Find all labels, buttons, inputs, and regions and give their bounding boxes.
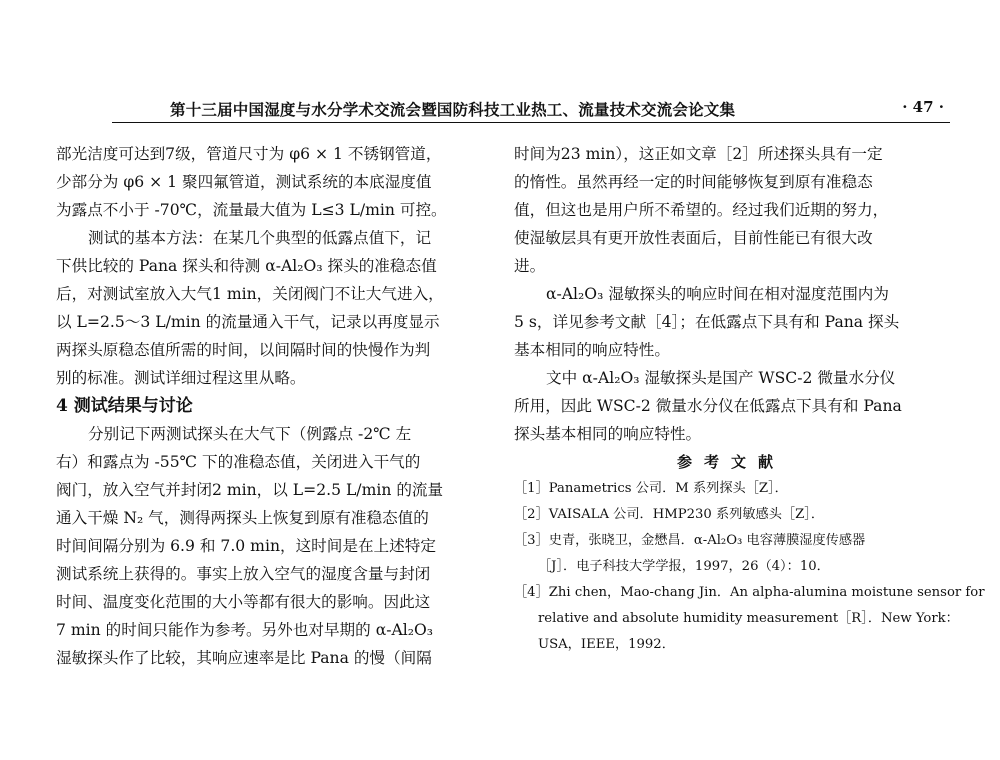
reference-item: ［4］Zhi chen，Mao-chang Jin．An alpha-alumina moistune sensor for [514, 585, 985, 600]
paragraph-line: 7 min 的时间只能作为参考。另外也对早期的 α-Al₂O₃ [56, 621, 434, 639]
paragraph-line: 下供比较的 Pana 探头和待测 α-Al₂O₃ 探头的准稳态值 [56, 257, 437, 275]
paragraph-line: α-Al₂O₃ 湿敏探头的响应时间在相对湿度范围内为 [546, 285, 889, 303]
paragraph-line: 别的标准。测试详细过程这里从略。 [56, 369, 306, 387]
paragraph-line: 使湿敏层具有更开放性表面后，目前性能已有很大改 [514, 229, 873, 247]
paragraph-line: 时间、温度变化范围的大小等都有很大的影响。因此这 [56, 593, 431, 611]
reference-item-continuation: ［J］．电子科技大学学报，1997，26（4）：10． [538, 559, 830, 574]
reference-item: ［1］Panametrics 公司．M 系列探头［Z］． [514, 481, 788, 496]
paragraph-line: 5 s，详见参考文献［4］；在低露点下具有和 Pana 探头 [514, 313, 900, 331]
reference-item-continuation: USA，IEEE，1992． [538, 637, 675, 652]
paragraph-line: 为露点不小于 -70℃，流量最大值为 L≤3 L/min 可控。 [56, 201, 447, 219]
references-heading: 参考文献 [676, 453, 785, 471]
paragraph-line: 以 L=2.5～3 L/min 的流量通入干气，记录以再度显示 [56, 313, 440, 331]
section-heading: 4 测试结果与讨论 [56, 396, 193, 416]
paragraph-line: 文中 α-Al₂O₃ 湿敏探头是国产 WSC-2 微量水分仪 [546, 369, 896, 387]
paragraph-line: 少部分为 φ6 × 1 聚四氟管道，测试系统的本底湿度值 [56, 173, 432, 191]
right-column [514, 140, 985, 658]
proceedings-title: 第十三届中国湿度与水分学术交流会暨国防科技工业热工、流量技术交流会论文集 [170, 100, 736, 119]
paragraph-line: 探头基本相同的响应特性。 [514, 425, 702, 443]
paragraph-line: 右）和露点为 -55℃ 下的准稳态值，关闭进入干气的 [56, 453, 421, 471]
running-header [112, 92, 950, 123]
paragraph-line: 通入干燥 N₂ 气，测得两探头上恢复到原有准稳态值的 [56, 509, 429, 527]
paragraph-line: 两探头原稳态值所需的时间，以间隔时间的快慢作为判 [56, 341, 431, 359]
reference-item: ［2］VAISALA 公司．HMP230 系列敏感头［Z］． [514, 507, 825, 522]
paragraph-line: 时间为23 min），这正如文章［2］所述探头具有一定 [514, 145, 883, 163]
paragraph-line: 部光洁度可达到7级，管道尺寸为 φ6 × 1 不锈钢管道， [56, 145, 442, 163]
paragraph-line: 时间间隔分别为 6.9 和 7.0 min，这时间是在上述特定 [56, 537, 436, 555]
paragraph-line: 测试系统上获得的。事实上放入空气的湿度含量与封闭 [56, 565, 431, 583]
paragraph-line: 后，对测试室放入大气1 min，关闭阀门不让大气进入， [56, 285, 444, 303]
left-column [56, 140, 486, 672]
paragraph-line: 湿敏探头作了比较，其响应速率是比 Pana 的慢（间隔 [56, 649, 432, 667]
paragraph-line: 值，但这也是用户所不希望的。经过我们近期的努力， [514, 201, 889, 219]
paragraph-line: 进。 [514, 257, 546, 275]
paragraph-line: 测试的基本方法：在某几个典型的低露点值下，记 [88, 229, 432, 247]
paragraph-line: 的惰性。虽然再经一定的时间能够恢复到原有准稳态 [514, 173, 873, 191]
reference-item-continuation: relative and absolute humidity measurement［R］．New York： [538, 611, 959, 626]
reference-item: ［3］史青，张晓卫，金懋昌．α-Al₂O₃ 电容薄膜湿度传感器 [514, 533, 866, 548]
paragraph-line: 所用，因此 WSC-2 微量水分仪在低露点下具有和 Pana [514, 397, 902, 415]
paragraph-line: 分别记下两测试探头在大气下（例露点 -2℃ 左 [88, 425, 412, 443]
paragraph-line: 基本相同的响应特性。 [514, 341, 670, 359]
page-number: · 47 · [902, 98, 944, 116]
paragraph-line: 阀门，放入空气并封闭2 min，以 L=2.5 L/min 的流量 [56, 481, 444, 499]
